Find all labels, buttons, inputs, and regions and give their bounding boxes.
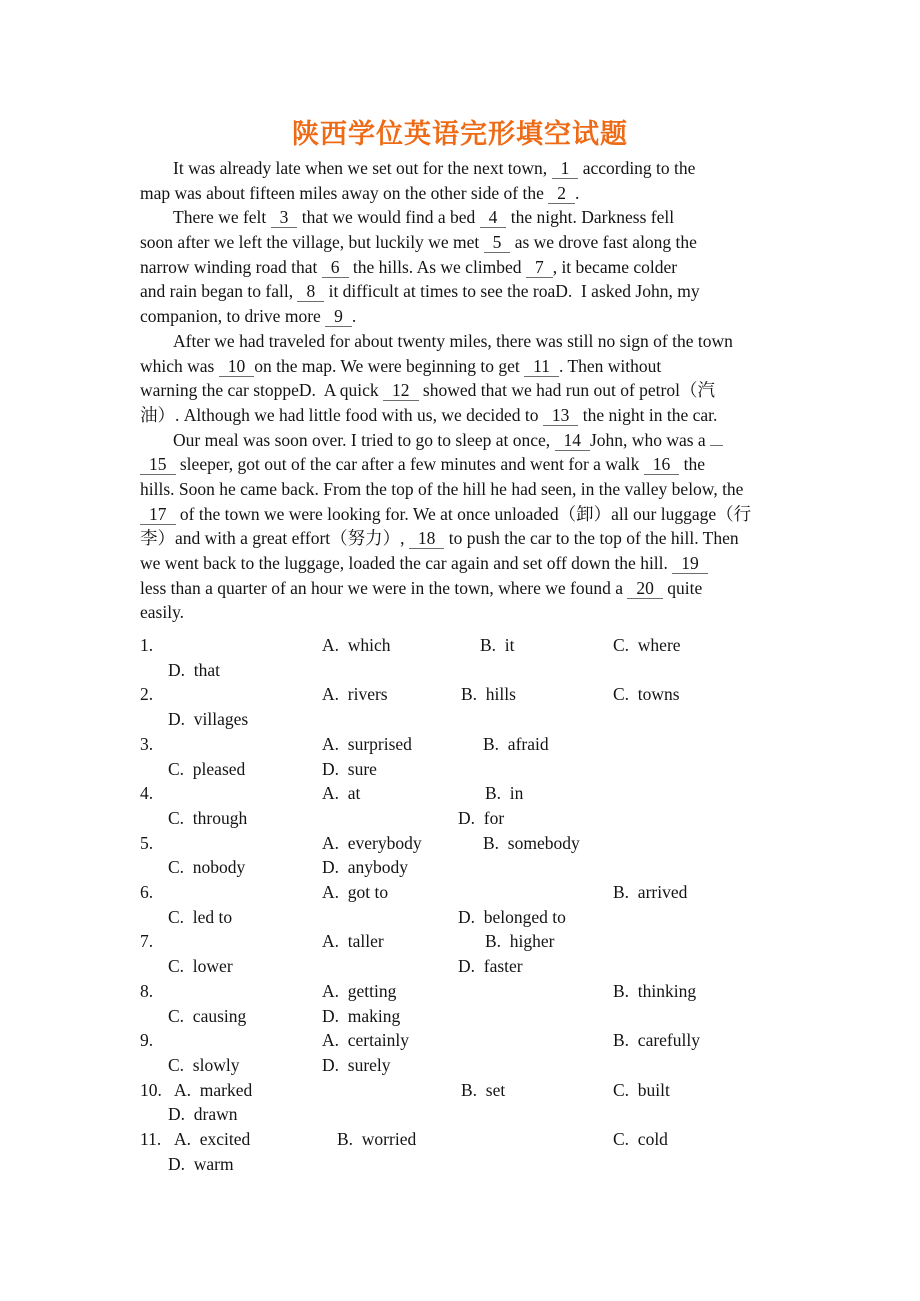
blank-6: 6 <box>322 258 349 278</box>
question-1-option-C: C. where <box>613 635 681 655</box>
blank-8: 8 <box>297 282 324 302</box>
question-1-option-B: B. it <box>480 635 515 655</box>
blank-5: 5 <box>484 233 511 253</box>
blank-9: 9 <box>325 307 352 327</box>
question-6-option-C: C. led to <box>168 906 233 927</box>
passage-line: companion, to drive more 9 . <box>140 306 357 327</box>
question-5-option-B: B. somebody <box>483 832 580 853</box>
blank-20: 20 <box>627 579 663 599</box>
question-9-option-D: D. surely <box>322 1054 391 1075</box>
question-2-option-C: C. towns <box>613 684 680 705</box>
passage-line: It was already late when we set out for the next town, 1 according to the <box>173 158 696 178</box>
blank-16: 16 <box>644 455 680 475</box>
paragraph-4 <box>140 428 790 626</box>
question-2-option-B: B. hills <box>461 684 516 705</box>
question-4-option-A: A. at <box>322 783 361 804</box>
question-1-option-D: D. that <box>168 659 221 680</box>
question-6-option-B: B. arrived <box>613 882 688 902</box>
question-9-number: 9. <box>140 1030 154 1051</box>
question-4-option-D: D. for <box>458 807 505 828</box>
question-8-number: 8. <box>140 980 154 1001</box>
passage-line: map was about fifteen miles away on the other side of the 2 . <box>140 182 580 203</box>
passage-line: we went back to the luggage, loaded the car again and set off down the hill. 19 <box>140 551 790 576</box>
question-11-number: 11. <box>140 1129 162 1149</box>
paragraph-1 <box>140 156 790 205</box>
blank-14: 14 <box>555 431 591 451</box>
blank-15: 15 <box>140 455 176 475</box>
question-5-option-C: C. nobody <box>168 857 246 878</box>
question-7-option-D: D. faster <box>458 956 523 977</box>
blank-10: 10 <box>219 357 255 377</box>
blank-7: 7 <box>526 258 553 278</box>
question-10-option-B: B. set <box>461 1079 506 1100</box>
question-10-number: 10. <box>140 1079 162 1100</box>
passage-line: hills. Soon he came back. From the top of the hill he had seen, in the valley below, the <box>140 478 744 499</box>
passage-line: less than a quarter of an hour we were in the town, where we found a 20 quite <box>140 577 703 598</box>
blank-2: 2 <box>548 184 575 204</box>
passage-line: 油）. Although we had little food with us, we decided to 13 the night in the car. <box>140 404 718 425</box>
question-1-option-A: A. which <box>322 635 391 655</box>
passage-line: 15 sleeper, got out of the car after a few minutes and went for a walk 16 the <box>140 452 790 477</box>
question-3-option-A: A. surprised <box>322 733 412 754</box>
blank-underline <box>710 428 723 446</box>
passage-line: Our meal was soon over. I tried to go to sleep at once, 14 John, who was a <box>140 428 790 453</box>
passage-line: easily. <box>140 602 185 623</box>
question-3-option-B: B. afraid <box>483 733 549 754</box>
question-8-option-C: C. causing <box>168 1005 247 1026</box>
question-8-option-A: A. getting <box>322 980 397 1001</box>
blank-18: 18 <box>409 529 445 549</box>
cloze-passage <box>140 156 790 625</box>
blank-4: 4 <box>480 208 507 228</box>
question-6-number: 6. <box>140 882 154 902</box>
passage-line: narrow winding road that 6 the hills. As we climbed 7 , it became colder <box>140 256 678 277</box>
question-7-option-C: C. lower <box>168 956 233 977</box>
paragraph-2 <box>140 205 790 328</box>
blank-3: 3 <box>271 208 298 228</box>
question-5-option-D: D. anybody <box>322 857 409 878</box>
blank-13: 13 <box>543 406 579 426</box>
passage-line: After we had traveled for about twenty miles, there was still no sign of the town <box>173 330 733 351</box>
question-4-number: 4. <box>140 783 154 804</box>
question-4-option-C: C. through <box>168 807 248 828</box>
passage-line: warning the car stoppeD. A quick 12 showed that we had run out of petrol（汽 <box>140 380 715 401</box>
passage-line: There we felt 3 that we would find a bed 4 the night. Darkness fell <box>173 207 675 228</box>
question-9-option-C: C. slowly <box>168 1054 240 1075</box>
question-7-number: 7. <box>140 931 154 952</box>
question-9-option-A: A. certainly <box>322 1030 409 1051</box>
question-7-option-B: B. higher <box>485 931 555 952</box>
blank-17: 17 <box>140 505 176 525</box>
question-3-option-C: C. pleased <box>168 758 246 779</box>
question-2-number: 2. <box>140 684 154 705</box>
question-5-option-A: A. everybody <box>322 832 422 853</box>
question-7-option-A: A. taller <box>322 931 384 952</box>
question-4-option-B: B. in <box>485 783 524 804</box>
question-2-option-A: A. rivers <box>322 684 388 705</box>
blank-12: 12 <box>383 381 419 401</box>
passage-line: 17 of the town we were looking for. We at once unloaded（卸）all our luggage（行 <box>140 502 790 527</box>
page-title: 陕西学位英语完形填空试题 <box>292 119 628 149</box>
question-9-option-B: B. carefully <box>613 1030 700 1051</box>
question-10-option-A: A. marked <box>174 1079 253 1100</box>
question-6-option-D: D. belonged to <box>458 906 566 927</box>
question-8-option-B: B. thinking <box>613 980 697 1001</box>
blank-1: 1 <box>552 159 579 179</box>
blank-19: 19 <box>672 554 708 574</box>
question-10-option-C: C. built <box>613 1079 670 1100</box>
question-1-number: 1. <box>140 635 154 655</box>
question-8-option-D: D. making <box>322 1005 401 1026</box>
question-3-option-D: D. sure <box>322 758 377 779</box>
question-3-number: 3. <box>140 733 154 754</box>
question-5-number: 5. <box>140 832 154 853</box>
question-11-option-B: B. worried <box>337 1129 417 1149</box>
question-2-option-D: D. villages <box>168 709 249 730</box>
question-6-option-A: A. got to <box>322 882 389 902</box>
passage-line: which was 10 on the map. We were beginning to get 11 . Then without <box>140 355 662 376</box>
blank-11: 11 <box>524 357 559 377</box>
question-11-option-C: C. cold <box>613 1129 668 1149</box>
question-11-option-A: A. excited <box>174 1129 251 1149</box>
passage-line: 李）and with a great effort（努力）, 18 to push the car to the top of the hill. Then <box>140 528 739 549</box>
paragraph-3 <box>140 329 790 428</box>
question-10-option-D: D. drawn <box>168 1104 238 1125</box>
passage-line: soon after we left the village, but luckily we met 5 as we drove fast along the <box>140 232 697 253</box>
passage-line: and rain began to fall, 8 it difficult at times to see the roaD. I asked John, my <box>140 281 700 302</box>
question-11-option-D: D. warm <box>168 1153 234 1174</box>
